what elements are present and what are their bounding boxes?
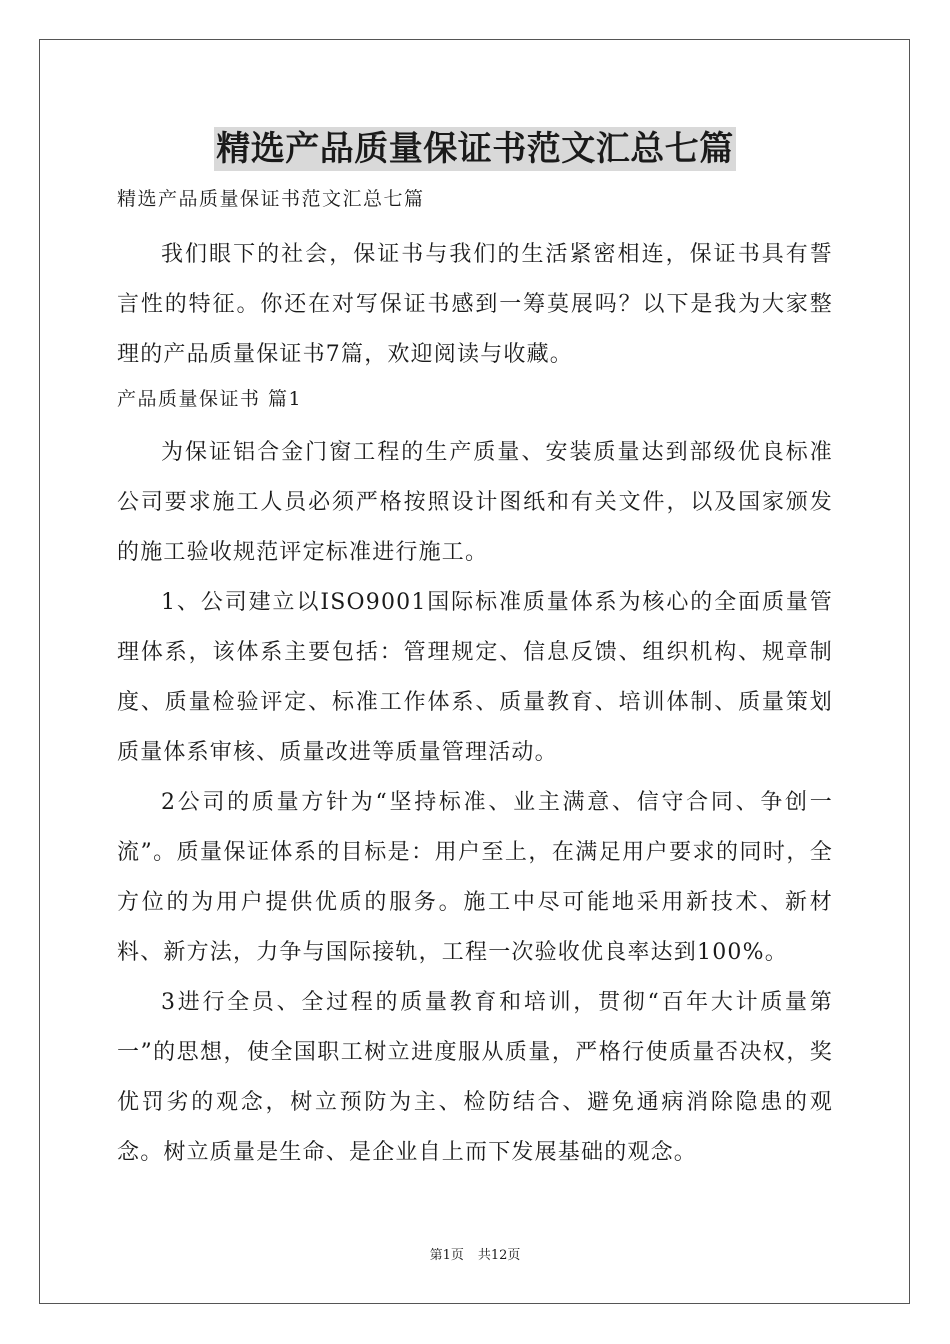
- page-total: 共12页: [477, 1248, 521, 1263]
- document-subtitle: 精选产品质量保证书范文汇总七篇: [117, 188, 425, 210]
- body-paragraph-1: 为保证铝合金门窗工程的生产质量、安装质量达到部级优良标准公司要求施工人员必须严格按照设计图纸和有关文件，以及国家颁发的施工验收规范评定标准进行施工。: [117, 440, 833, 565]
- intro-paragraph: 我们眼下的社会，保证书与我们的生活紧密相连，保证书具有誓言性的特征。你还在对写保证书感到一筹莫展吗？以下是我为大家整理的产品质量保证书7篇，欢迎阅读与收藏。: [117, 242, 833, 367]
- body-paragraph-2: 1、公司建立以ISO9001国际标准质量体系为核心的全面质量管理体系，该体系主要包括：管理规定、信息反馈、组织机构、规章制度、质量检验评定、标准工作体系、质量教育、培训体制、质量策划质量体系审核、质量改进等质量管理活动。: [117, 590, 833, 765]
- document-title: 精选产品质量保证书范文汇总七篇: [216, 129, 734, 169]
- body-paragraph-3: 2公司的质量方针为“坚持标准、业主满意、信守合同、争创一流”。质量保证体系的目标是：用户至上，在满足用户要求的同时，全方位的为用户提供优质的服务。施工中尽可能地采用新技术、新材料、新方法，力争与国际接轨，工程一次验收优良率达到100%。: [117, 790, 833, 965]
- section-heading: 产品质量保证书 篇1: [117, 388, 303, 410]
- body-paragraph-4: 3进行全员、全过程的质量教育和培训，贯彻“百年大计质量第一”的思想，使全国职工树立进度服从质量，严格行使质量否决权，奖优罚劣的观念，树立预防为主、检防结合、避免通病消除隐患的观念。树立质量是生命、是企业自上而下发展基础的观念。: [117, 990, 833, 1165]
- page-footer: [0, 1247, 950, 1265]
- title-container: [0, 127, 950, 171]
- page-number: 第1页: [429, 1248, 464, 1263]
- document-body: [117, 184, 833, 1178]
